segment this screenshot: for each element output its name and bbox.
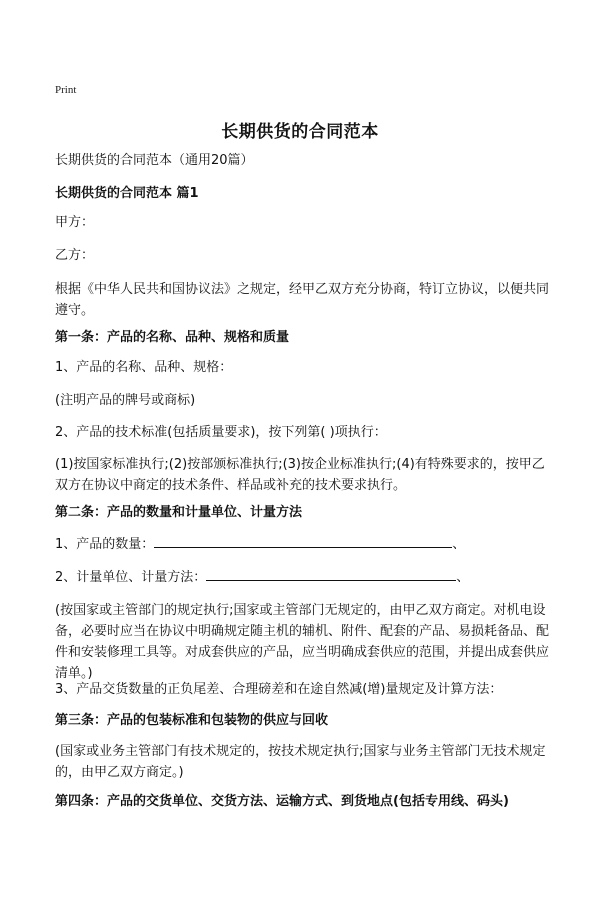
print-label: Print [55,84,77,96]
page-title: 长期供货的合同范本 [221,122,379,142]
article3-note: (国家或业务主管部门有技术规定的，按技术规定执行;国家与业务主管部门无技术规定的，由甲乙双方商定。) [55,744,546,780]
party-a-label: 甲方： [55,215,95,230]
article2-item2-label: 2、计量单位、计量方法： [55,570,207,585]
party-b-label: 乙方： [55,248,95,263]
quantity-blank-line [154,533,452,548]
article3-heading: 第三条：产品的包装标准和包装物的供应与回收 [55,713,329,728]
unit-blank-line [206,566,456,581]
document-subtitle: 长期供货的合同范本（通用20篇） [55,153,254,168]
article2-item3: 3、产品交货数量的正负尾差、合理磅差和在途自然减(增)量规定及计算方法： [55,682,503,697]
section-heading: 长期供货的合同范本 篇1 [55,186,199,201]
article1-item2-detail: (1)按国家标准执行;(2)按部颁标准执行;(3)按企业标准执行;(4)有特殊要求的，按甲乙双方在协议中商定的技术条件、样品或补充的技术要求执行。 [55,457,545,493]
article2-item2-end: 、 [456,570,470,585]
article2-item2 [55,566,550,588]
intro-paragraph: 根据《中华人民共和国协议法》之规定，经甲乙双方充分协商，特订立协议，以便共同遵守。 [55,282,550,318]
article1-note1: (注明产品的牌号或商标) [55,393,196,408]
article2-item1 [55,533,550,555]
article4-heading: 第四条：产品的交货单位、交货方法、运输方式、到货地点(包括专用线、码头) [55,794,509,809]
article2-heading: 第二条：产品的数量和计量单位、计量方法 [55,505,303,520]
article2-note: (按国家或主管部门的规定执行;国家或主管部门无规定的，由甲乙双方商定。对机电设备，必要时应当在协议中明确规定随主机的辅机、附件、配套的产品、易损耗备品、配件和安装修理工具等。对成套供应的产品，应当明确成套供应的范围，并提出成套供应清单。) [55,603,550,681]
article1-item2: 2、产品的技术标准(包括质量要求)，按下列第( )项执行： [55,425,387,440]
article2-item1-label: 1、产品的数量： [55,537,155,552]
article1-heading: 第一条：产品的名称、品种、规格和质量 [55,330,290,345]
article1-item1: 1、产品的名称、品种、规格： [55,360,233,375]
article2-item1-end: 、 [452,537,466,552]
